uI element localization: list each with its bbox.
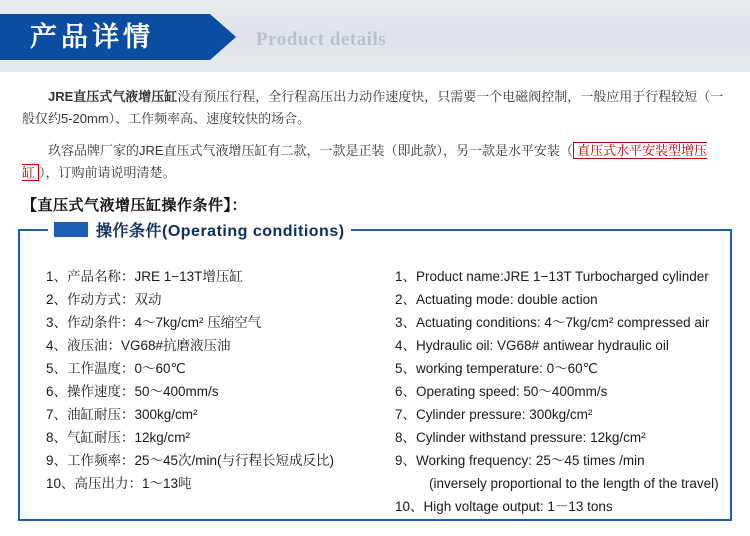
intro-p2-part2: ），订购前请说明清楚。	[39, 165, 176, 180]
list-item: 9、工作频率：25～45次/min(与行程长短成反比)	[46, 453, 335, 468]
list-item: 3、Actuating conditions: 4～7kg/cm² compressed air	[395, 315, 710, 330]
spec-list-en	[395, 265, 724, 518]
intro-section	[0, 72, 750, 184]
operating-conditions-tab-label: 操作条件(Operating conditions)	[96, 222, 345, 240]
operating-conditions-box	[18, 222, 732, 521]
list-item: 5、工作温度：0～60℃	[46, 361, 186, 376]
intro-p1-rest: 没有预压行程，全行程高压出力动作速度快，只需要一个电磁阀控制，一般应用于行程较短（一般仅约5-20mm）、工作频率高、速度较快的场合。	[22, 89, 724, 126]
list-item: 6、操作速度：50～400mm/s	[46, 384, 219, 399]
list-item: 8、Cylinder withstand pressure: 12kg/cm²	[395, 430, 646, 445]
list-item: 2、Actuating mode: double action	[395, 292, 598, 307]
list-item: 10、High voltage output: 1－13 tons	[395, 499, 613, 514]
banner-arrow-shape	[210, 14, 236, 60]
list-item: 7、Cylinder pressure: 300kg/cm²	[395, 407, 593, 422]
list-item: 4、Hydraulic oil: VG68# antiwear hydraulic oil	[395, 338, 669, 353]
intro-p1-bold: JRE直压式气液增压缸	[48, 89, 178, 104]
page-title: 产品详情	[30, 22, 154, 52]
list-item: 8、气缸耐压：12kg/cm²	[46, 430, 191, 445]
list-item: 7、油缸耐压：300kg/cm²	[46, 407, 198, 422]
intro-paragraph-2	[22, 140, 728, 184]
operating-conditions-tab	[48, 214, 351, 244]
list-item: 10、高压出力：1～13吨	[46, 476, 192, 491]
list-item: 4、液压油：VG68#抗磨液压油	[46, 338, 231, 353]
list-item: 1、产品名称：JRE 1−13T增压缸	[46, 269, 243, 284]
list-item: 1、Product name:JRE 1−13T Turbocharged cylinder	[395, 269, 709, 284]
intro-paragraph-1	[22, 86, 728, 130]
spec-list-cn	[46, 265, 375, 495]
list-item: 2、作动方式：双动	[46, 292, 162, 307]
operating-conditions-heading: 【直压式气液增压缸操作条件】：	[22, 197, 248, 214]
operating-conditions-columns	[20, 231, 730, 519]
list-item: 3、作动条件：4～7kg/cm² 压缩空气	[46, 315, 262, 330]
list-item-continuation: (inversely proportional to the length of the travel)	[429, 476, 719, 491]
intro-p2-part1: 玖容品牌厂家的JRE直压式气液增压缸有二款，一款是正装（即此款），另一款是水平安装（	[48, 143, 574, 158]
operating-conditions-column-en	[381, 265, 730, 519]
page-subtitle: Product details	[256, 29, 387, 50]
operating-conditions-column-cn	[20, 265, 381, 519]
list-item: 5、working temperature: 0～60℃	[395, 361, 598, 376]
tab-accent-bar	[54, 222, 88, 237]
list-item: 6、Operating speed: 50～400mm/s	[395, 384, 608, 399]
horizontal-cylinder-link[interactable]: 直压式水平安装型增压缸	[22, 143, 708, 180]
list-item: 9、Working frequency: 25～45 times /min	[395, 453, 645, 468]
page-banner	[0, 0, 750, 72]
